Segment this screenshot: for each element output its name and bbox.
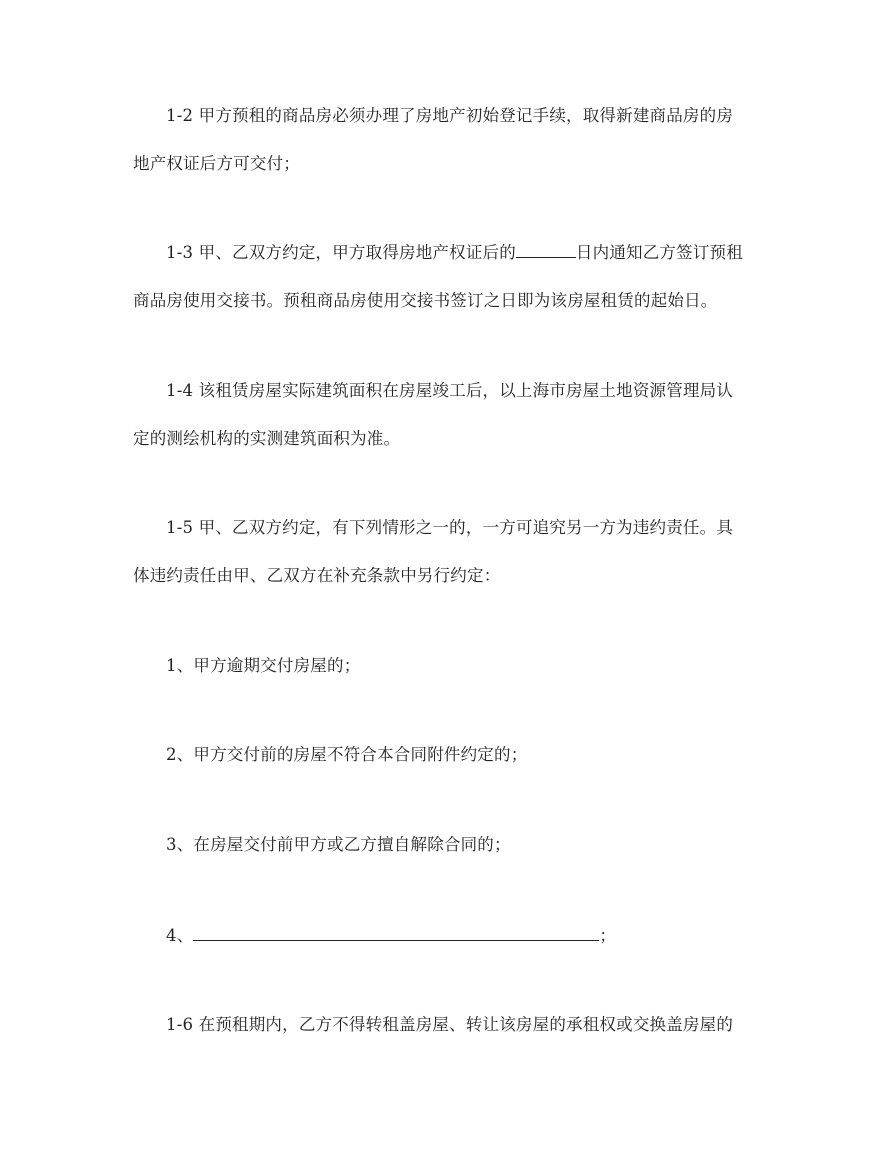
clause-1-5-item-1: 1、甲方逾期交付房屋的； [166,656,361,675]
clause-1-5-item-4 [166,925,616,947]
clause-1-5-line-2: 体违约责任由甲、乙双方在补充条款中另行约定： [133,566,501,585]
item-4-suffix: ； [599,926,617,945]
clause-1-3-text-a: 1-3 甲、乙双方约定，甲方取得房地产权证后的 [166,243,516,262]
clause-1-3-line-2: 商品房使用交接书。预租商品房使用交接书签订之日即为该房屋租赁的起始日。 [133,291,718,310]
days-blank [516,243,576,258]
item-4-blank [193,926,599,941]
clause-1-2-line-1: 1-2 甲方预租的商品房必须办理了房地产初始登记手续，取得新建商品房的房 [166,106,734,125]
clause-1-5-line-1: 1-5 甲、乙双方约定，有下列情形之一的，一方可追究另一方为违约责任。具 [166,518,734,537]
clause-1-3-text-b: 日内通知乙方签订预租 [575,243,743,262]
clause-1-4-line-2: 定的测绘机构的实测建筑面积为准。 [133,429,401,448]
clause-1-2-line-2: 地产权证后方可交付； [133,154,300,173]
item-4-prefix: 4、 [166,926,194,945]
clause-1-5-item-3: 3、在房屋交付前甲方或乙方擅自解除合同的； [166,835,511,854]
clause-1-4-line-1: 1-4 该租赁房屋实际建筑面积在房屋竣工后，以上海市房屋土地资源管理局认 [166,381,734,400]
clause-1-3-line-1 [166,242,743,264]
clause-1-6-line-1: 1-6 在预租期内，乙方不得转租盖房屋、转让该房屋的承租权或交换盖房屋的 [166,1015,734,1034]
clause-1-5-item-2: 2、甲方交付前的房屋不符合本合同附件约定的； [166,745,528,764]
